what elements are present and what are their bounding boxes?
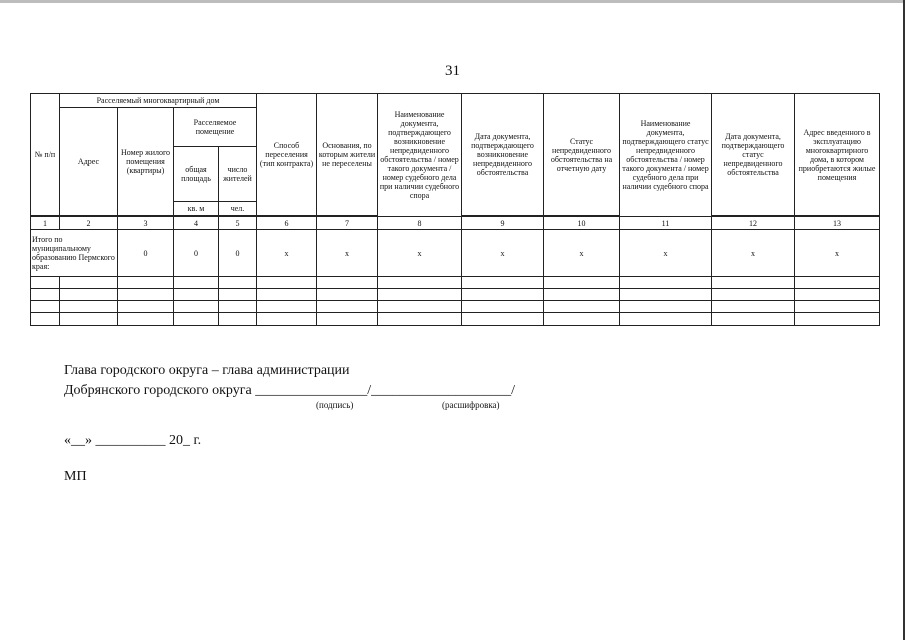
- total-value: x: [712, 230, 795, 277]
- col-number: 4: [174, 217, 219, 230]
- empty-row: [31, 277, 880, 289]
- empty-row: [31, 301, 880, 313]
- total-value: 0: [219, 230, 257, 277]
- col-number: 13: [795, 217, 880, 230]
- total-value: x: [544, 230, 620, 277]
- total-value: x: [378, 230, 462, 277]
- col-number: 12: [712, 217, 795, 230]
- header-residents: число жителей: [219, 147, 257, 202]
- signature-title-line2: Добрянского городского округа ________________/____________________/: [64, 383, 515, 398]
- col-number: 2: [60, 217, 118, 230]
- header-13: Адрес введенного в эксплуатацию многоквартирного дома, в котором приобретаются жилые помещения: [795, 94, 880, 216]
- col-number: 10: [544, 217, 620, 230]
- col-number: 8: [378, 217, 462, 230]
- top-border: [0, 0, 905, 3]
- total-row: [31, 230, 880, 277]
- total-value: x: [795, 230, 880, 277]
- date-line: «__» __________ 20_ г.: [64, 433, 202, 448]
- total-label: Итого по муниципальному образованию Пермского края:: [31, 230, 118, 277]
- col-number: 6: [257, 217, 317, 230]
- header-group-area: Расселяемое помещение: [174, 108, 257, 147]
- page-number: 31: [445, 63, 460, 79]
- unit-residents: чел.: [219, 202, 257, 216]
- total-value: 0: [118, 230, 174, 277]
- total-value: x: [317, 230, 378, 277]
- column-number-row: [31, 217, 880, 230]
- col-number: 5: [219, 217, 257, 230]
- col-number: 11: [620, 217, 712, 230]
- total-value: 0: [174, 230, 219, 277]
- header-address: Адрес: [60, 108, 118, 216]
- col-number: 7: [317, 217, 378, 230]
- header-12: Дата документа, подтверждающего статус непредвиденного обстоятельства: [712, 94, 795, 216]
- decode-caption: (расшифровка): [442, 400, 500, 410]
- header-10: Статус непредвиденного обстоятельства на отчетную дату: [544, 94, 620, 216]
- header-7: Основания, по которым жители не переселены: [317, 94, 378, 216]
- total-value: x: [620, 230, 712, 277]
- empty-row: [31, 289, 880, 301]
- header-num: № п/п: [31, 94, 60, 216]
- col-number: 3: [118, 217, 174, 230]
- header-apartment: Номер жилого помещения (квартиры): [118, 108, 174, 216]
- sign-caption: (подпись): [316, 400, 354, 410]
- header-6: Способ переселения (тип контракта): [257, 94, 317, 216]
- header-8: Наименование документа, подтверждающего возникновение непредвиденного обстоятельства / номер такого документа / номер судебного дела при наличии судебного спора: [378, 94, 462, 217]
- empty-row: [31, 313, 880, 326]
- header-9: Дата документа, подтверждающего возникновение непредвиденного обстоятельства: [462, 94, 544, 216]
- col-number: 1: [31, 217, 60, 230]
- total-value: x: [257, 230, 317, 277]
- total-value: x: [462, 230, 544, 277]
- stamp-place: МП: [64, 469, 87, 484]
- unit-area: кв. м: [174, 202, 219, 216]
- signature-title-line1: Глава городского округа – глава администрации: [64, 363, 350, 378]
- header-group-house: Расселяемый многоквартирный дом: [60, 94, 257, 108]
- header-area: общая площадь: [174, 147, 219, 202]
- header-11: Наименование документа, подтверждающего статус непредвиденного обстоятельства / номер такого документа / номер судебного дела при наличии судебного спора: [620, 94, 712, 217]
- col-number: 9: [462, 217, 544, 230]
- resettlement-table: [30, 93, 880, 326]
